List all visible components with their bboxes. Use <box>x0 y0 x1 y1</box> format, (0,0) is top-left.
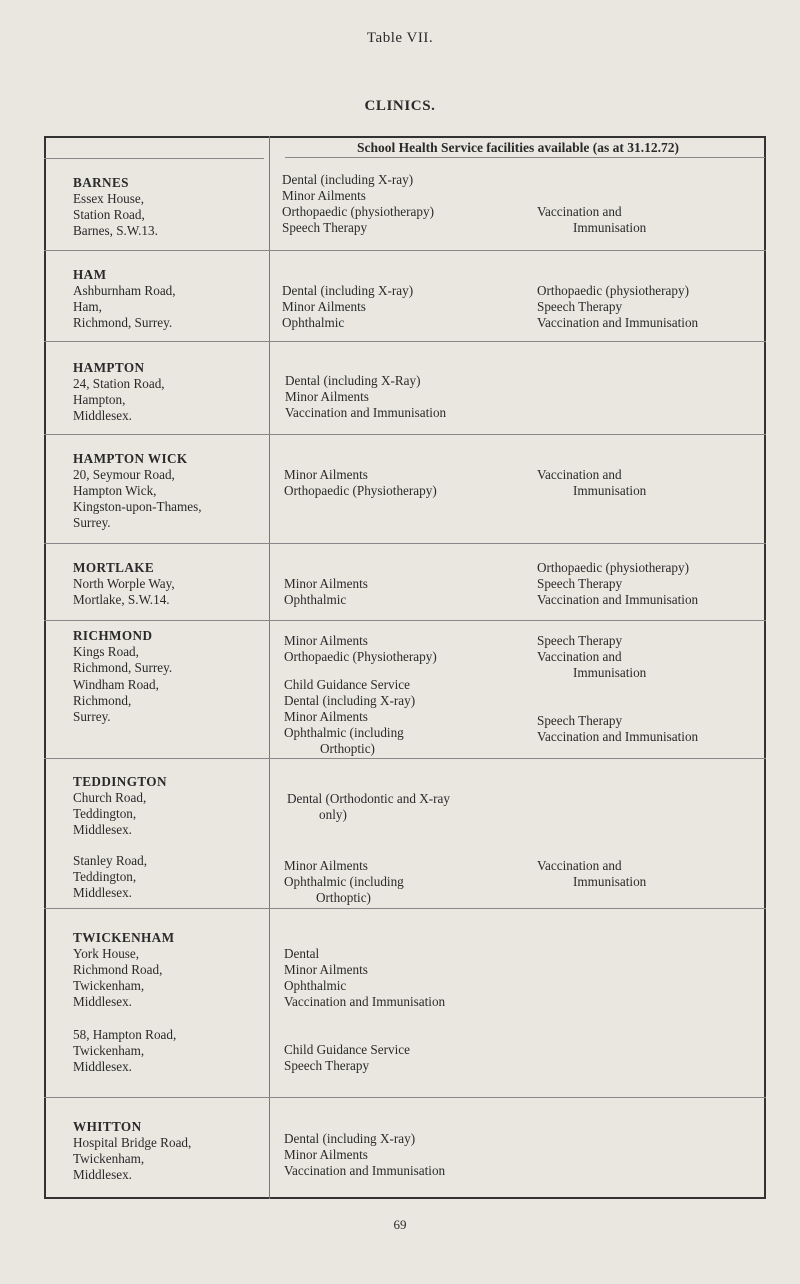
service-item: Minor Ailments <box>284 633 368 648</box>
address-line: 58, Hampton Road, <box>73 1027 177 1042</box>
service-item: Minor Ailments <box>284 467 368 482</box>
address-line: Windham Road, <box>73 677 159 692</box>
row-divider <box>44 250 766 251</box>
address-line: Stanley Road, <box>73 853 147 868</box>
address-line: Ashburnham Road, <box>73 283 176 298</box>
service-item: Minor Ailments <box>284 1147 368 1162</box>
service-item: Dental (including X-ray) <box>284 1131 416 1146</box>
service-item: Child Guidance Service <box>284 677 410 692</box>
address-line: Middlesex. <box>73 408 132 423</box>
service-item: Minor Ailments <box>282 188 366 203</box>
service-item: Vaccination and Immunisation <box>537 315 699 330</box>
address-line: Ham, <box>73 299 102 314</box>
services-twickenham-york <box>284 946 445 1010</box>
services-ham <box>282 283 413 331</box>
address-line: Richmond, Surrey. <box>73 315 173 330</box>
column-header: School Health Service facilities available (as at 31.12.72) <box>356 140 680 155</box>
location-hampton-wick <box>73 451 202 531</box>
address-line: Richmond Road, <box>73 962 163 977</box>
service-item: Orthopaedic (Physiotherapy) <box>284 483 437 498</box>
services-mortlake-extra <box>537 560 698 608</box>
address-line: Middlesex. <box>73 822 132 837</box>
table-number: Table VII. <box>366 30 434 46</box>
service-item: Vaccination and Immunisation <box>285 405 447 420</box>
service-item: Vaccination and <box>537 649 622 664</box>
row-divider <box>44 1097 766 1098</box>
service-item: only) <box>319 807 347 822</box>
address-line: Middlesex. <box>73 885 132 900</box>
address-line: Twickenham, <box>73 1043 145 1058</box>
service-item: Minor Ailments <box>284 858 368 873</box>
address-line: Twickenham, <box>73 978 145 993</box>
location-mortlake <box>73 560 175 608</box>
services-hampton-wick <box>284 467 437 499</box>
service-item: Orthopaedic (Physiotherapy) <box>284 649 437 664</box>
page-number: 69 <box>393 1217 407 1232</box>
services-hampton-wick-extra <box>537 467 646 499</box>
service-item: Vaccination and <box>537 204 622 219</box>
services-teddington-church <box>287 791 450 823</box>
row-divider <box>44 758 766 759</box>
address-line: Church Road, <box>73 790 147 805</box>
header-rule-left <box>44 158 264 159</box>
service-item: Vaccination and Immunisation <box>537 592 699 607</box>
location-richmond <box>73 628 172 676</box>
service-item: Minor Ailments <box>284 576 368 591</box>
services-ham-extra <box>537 283 698 331</box>
service-item: Speech Therapy <box>282 220 368 235</box>
service-item: Vaccination and Immunisation <box>537 729 699 744</box>
address-line: York House, <box>73 946 140 961</box>
service-item: Ophthalmic <box>282 315 345 330</box>
service-item: Speech Therapy <box>537 299 623 314</box>
address-line: Kings Road, <box>73 644 139 659</box>
row-divider <box>44 908 766 909</box>
location-twickenham-hampton-road <box>73 1027 176 1075</box>
address-line: Middlesex. <box>73 994 132 1009</box>
location-name: HAM <box>73 267 107 282</box>
address-line: Hampton, <box>73 392 126 407</box>
service-item: Immunisation <box>573 665 647 680</box>
service-item: Vaccination and Immunisation <box>284 1163 446 1178</box>
service-item: Dental (including X-ray) <box>282 283 414 298</box>
row-divider <box>44 341 766 342</box>
table-title: CLINICS. <box>364 98 436 114</box>
row-divider <box>44 543 766 544</box>
service-item: Immunisation <box>573 483 647 498</box>
service-item: Orthoptic) <box>316 890 371 905</box>
location-teddington-stanley <box>73 853 147 901</box>
header-rule <box>285 157 765 158</box>
services-richmond-kings-extra <box>537 633 646 681</box>
location-name: TWICKENHAM <box>73 930 175 945</box>
service-item: Ophthalmic (including <box>284 874 404 889</box>
service-item: Dental <box>284 946 320 961</box>
location-name: MORTLAKE <box>73 560 155 575</box>
service-item: Vaccination and Immunisation <box>284 994 446 1009</box>
service-item: Dental (including X-ray) <box>282 172 414 187</box>
services-barnes-extra <box>537 204 646 236</box>
address-line: Barnes, S.W.13. <box>73 223 158 238</box>
location-name: WHITTON <box>73 1119 142 1134</box>
address-line: 24, Station Road, <box>73 376 165 391</box>
service-item: Ophthalmic <box>284 978 347 993</box>
service-item: Immunisation <box>573 874 647 889</box>
service-item: Ophthalmic <box>284 592 347 607</box>
address-line: Essex House, <box>73 191 145 206</box>
address-line: Hampton Wick, <box>73 483 157 498</box>
services-richmond-windham-extra <box>537 713 698 745</box>
service-item: Orthopaedic (physiotherapy) <box>537 560 689 575</box>
services-hampton <box>285 373 446 421</box>
row-divider <box>44 620 766 621</box>
location-name: HAMPTON <box>73 360 145 375</box>
service-item: Orthopaedic (physiotherapy) <box>282 204 434 219</box>
address-line: Surrey. <box>73 709 111 724</box>
location-barnes <box>73 175 158 239</box>
location-name: BARNES <box>73 175 129 190</box>
services-whitton <box>284 1131 445 1179</box>
address-line: Middlesex. <box>73 1167 132 1182</box>
service-item: Speech Therapy <box>537 713 623 728</box>
services-richmond-windham <box>284 677 415 757</box>
services-mortlake <box>284 576 368 608</box>
location-hampton <box>73 360 165 424</box>
address-line: Twickenham, <box>73 1151 145 1166</box>
location-twickenham <box>73 930 174 1010</box>
location-teddington <box>73 774 167 838</box>
address-line: Richmond, Surrey. <box>73 660 173 675</box>
service-item: Minor Ailments <box>285 389 369 404</box>
column-divider <box>269 136 270 1199</box>
address-line: 20, Seymour Road, <box>73 467 175 482</box>
services-richmond-kings <box>284 633 437 665</box>
address-line: Teddington, <box>73 806 137 821</box>
services-barnes <box>282 172 434 236</box>
services-teddington-stanley-extra <box>537 858 646 890</box>
location-name: HAMPTON WICK <box>73 451 188 466</box>
address-line: Middlesex. <box>73 1059 132 1074</box>
address-line: Surrey. <box>73 515 111 530</box>
service-item: Dental (Orthodontic and X-ray <box>287 791 450 806</box>
location-whitton <box>73 1119 191 1183</box>
service-item: Vaccination and <box>537 858 622 873</box>
service-item: Orthopaedic (physiotherapy) <box>537 283 689 298</box>
address-line: Station Road, <box>73 207 145 222</box>
service-item: Dental (including X-Ray) <box>285 373 421 388</box>
row-divider <box>44 434 766 435</box>
service-item: Ophthalmic (including <box>284 725 404 740</box>
service-item: Vaccination and <box>537 467 622 482</box>
location-name: RICHMOND <box>73 628 153 643</box>
service-item: Dental (including X-ray) <box>284 693 416 708</box>
address-line: Teddington, <box>73 869 137 884</box>
address-line: Kingston-upon-Thames, <box>73 499 202 514</box>
location-ham <box>73 267 176 331</box>
service-item: Speech Therapy <box>537 633 623 648</box>
location-name: TEDDINGTON <box>73 774 167 789</box>
service-item: Speech Therapy <box>284 1058 370 1073</box>
address-line: Richmond, <box>73 693 132 708</box>
service-item: Minor Ailments <box>284 962 368 977</box>
service-item: Child Guidance Service <box>284 1042 410 1057</box>
service-item: Immunisation <box>573 220 647 235</box>
address-line: Hospital Bridge Road, <box>73 1135 192 1150</box>
services-twickenham-hampton-road <box>284 1042 410 1074</box>
service-item: Minor Ailments <box>282 299 366 314</box>
service-item: Minor Ailments <box>284 709 368 724</box>
address-line: North Worple Way, <box>73 576 175 591</box>
service-item: Speech Therapy <box>537 576 623 591</box>
address-line: Mortlake, S.W.14. <box>73 592 170 607</box>
services-teddington-stanley <box>284 858 404 906</box>
service-item: Orthoptic) <box>320 741 375 756</box>
location-richmond-windham <box>73 677 159 725</box>
